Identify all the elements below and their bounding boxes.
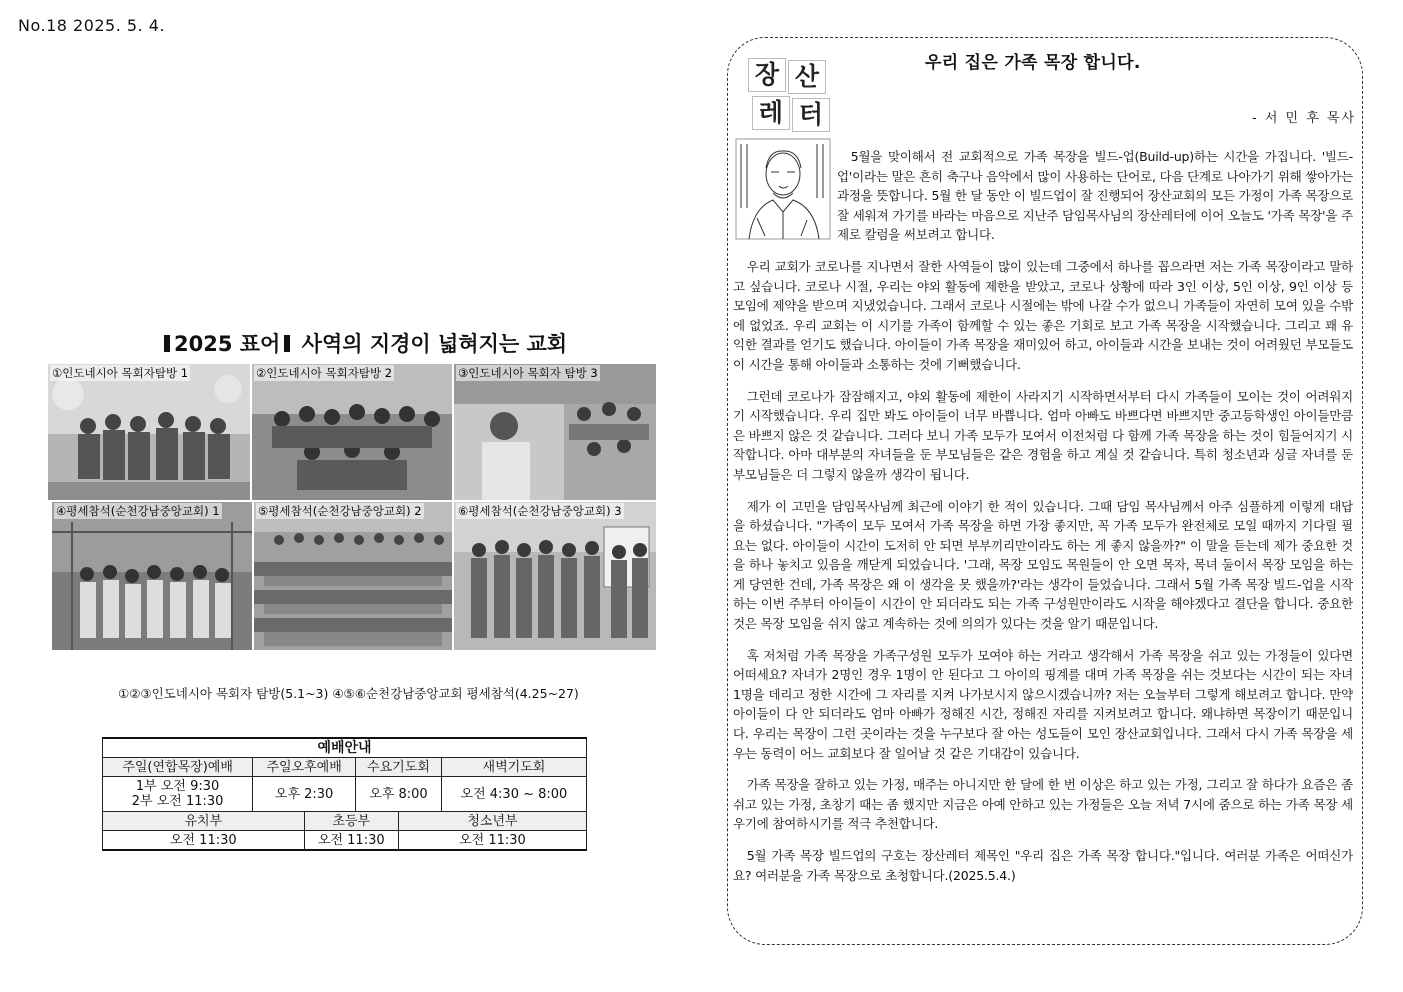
photo-grid bbox=[48, 364, 656, 650]
photo-1-image bbox=[48, 364, 250, 500]
section-title-text: 사역의 지경이 넓혀지는 교회 bbox=[301, 332, 568, 356]
photo-caption: ①②③인도네시아 목회자 탐방(5.1~3) ④⑤⑥순천강남중앙교회 평세참석(4.25~27) bbox=[118, 686, 579, 701]
photo-3-image bbox=[454, 364, 656, 500]
letter-body bbox=[733, 147, 1353, 897]
photo-5 bbox=[254, 502, 452, 650]
letter-title: 우리 집은 가족 목장 합니다. bbox=[925, 53, 1141, 73]
section-title bbox=[160, 328, 567, 358]
issue-number-date: No.18 2025. 5. 4. bbox=[18, 16, 166, 35]
department-time: 오전 11:30 bbox=[398, 831, 586, 851]
photo-5-caption: ⑤평세참석(순천강남중앙교회) 2 bbox=[258, 504, 422, 518]
service-time-line: 1부 오전 9:30 bbox=[135, 779, 220, 794]
service-time: 오전 4:30 ~ 8:00 bbox=[441, 777, 586, 812]
photo-1 bbox=[48, 364, 250, 500]
logo-char: 레 bbox=[752, 96, 790, 130]
department-name: 유치부 bbox=[103, 812, 305, 831]
service-name: 주일(연합목장)예배 bbox=[103, 758, 253, 777]
photo-6-caption: ⑥평세참석(순천강남중앙교회) 3 bbox=[458, 504, 622, 518]
photo-3-caption: ③인도네시아 목회자 탐방 3 bbox=[458, 366, 598, 380]
department-name: 초등부 bbox=[304, 812, 398, 831]
logo-char: 터 bbox=[792, 98, 830, 132]
photo-3 bbox=[454, 364, 656, 500]
service-name: 새벽기도회 bbox=[441, 758, 586, 777]
photo-1-caption: ①인도네시아 목회자탐방 1 bbox=[52, 366, 189, 380]
photo-2-image bbox=[252, 364, 452, 500]
photo-4 bbox=[52, 502, 252, 650]
title-bar-right bbox=[284, 335, 290, 352]
department-time: 오전 11:30 bbox=[103, 831, 305, 851]
photo-6-image bbox=[454, 502, 656, 650]
photo-4-image bbox=[52, 502, 252, 650]
letter-paragraph: 제가 이 고민을 담임목사님께 최근에 이야기 한 적이 있습니다. 그때 담임 목사님께서 아주 심플하게 이렇게 대답을 하셨습니다. "가족이 모두 모여서 가족 목장을 하면 가장 좋지만, 꼭 가족 모두가 완전체로 모일 때까지 기다릴 필요는 없다. 아이들이 시간이 도저히 안 되면 부부끼리만이라도 하는 게 좋지 않을까?" 이 말을 듣는데 제가 중요한 것을 하나 놓치고 있음을 깨닫게 되었습니다. '그래, 목장 모임도 목원들이 안 오면 목자, 목녀 둘이서 목장 모임을 하는 게 당연한 건데, 가족 목장은 왜 이 생각을 못 했을까?'라는 생각이 들었습니다. 그래서 5월 가족 목장 빌드-업을 시작하는 이번 주부터 아이들이 시간이 안 되더라도 되는 가족 구성원만이라도 시작을 해야겠다고 결단을 합니다. 중요한 것은 목장 모임을 쉬지 않고 계속하는 것에 의의가 있다는 것을 알기 때문입니다. bbox=[733, 498, 1353, 632]
service-time-line: 2부 오전 11:30 bbox=[131, 794, 224, 809]
worship-schedule-table bbox=[102, 737, 587, 851]
title-bar-left bbox=[164, 335, 170, 352]
service-name: 주일오후예배 bbox=[253, 758, 356, 777]
photo-6 bbox=[454, 502, 656, 650]
letter-paragraph: 그런데 코로나가 잠잠해지고, 야외 활동에 제한이 사라지기 시작하면서부터 다시 가족들이 모이는 것이 어려워지기 시작했습니다. 우리 집만 봐도 아이들이 너무 바쁩니다. 엄마 아빠도 바쁘다면 바쁘지만 중고등학생인 아이들만큼은 바쁘지 않은 것 같습니다. 그러다 보니 가족 모두가 모여서 이전처럼 다 함께 가족 목장을 하는 것이 힘들어지기 시작합니다. 아마 대부분의 자녀들을 둔 부모님들은 같은 경험을 하고 계실 것 같습니다. 특히 청소년과 싱글 자녀를 둔 부모님들은 더 그렇지 않을까 생각이 됩니다. bbox=[733, 388, 1353, 482]
letter-paragraph: 5월 가족 목장 빌드업의 구호는 장산레터 제목인 "우리 집은 가족 목장 합니다."입니다. 여러분 가족은 어떠신가요? 여러분을 가족 목장으로 초청합니다.(2025.5.4.) bbox=[733, 848, 1353, 883]
service-name: 수요기도회 bbox=[356, 758, 442, 777]
department-name: 청소년부 bbox=[398, 812, 586, 831]
letter-paragraph: 가족 목장을 잘하고 있는 가정, 매주는 아니지만 한 달에 한 번 이상은 하고 있는 가정, 그리고 잘 하다가 요즘은 좀 쉬고 있는 가정, 초창기 때는 좀 했지만 지금은 아예 안하고 있는 가정들은 오늘 저녁 7시에 줌으로 하는 가족 목장 세우기에 참여하시기를 적극 추천합니다. bbox=[733, 777, 1353, 832]
letter-paragraph: 우리 교회가 코로나를 지나면서 잘한 사역들이 많이 있는데 그중에서 하나를 꼽으라면 저는 가족 목장이라고 말하고 싶습니다. 코로나 시절, 우리는 야외 활동에 제한을 받았고, 코로나 상황에 따라 3인 이상, 5인 이상, 9인 이상 등 모임에 제약을 받으며 지냈었습니다. 그래서 코로나 시절에는 밖에 나갈 수가 없으니 가족들이 자연히 모여 있을 수밖에 없었죠. 우리 교회는 이 시기를 가족이 함께할 수 있는 좋은 기회로 보고 가족 목장을 시작했습니다. 그리고 꽤 유익한 결과를 얻기도 했습니다. 아이들이 가족 목장을 재미있어 하고, 아이들과 시간을 보내는 것이 어려웠던 부모들도 이 시간을 통해 아이들과 소통하는 것에 기뻐했습니다. bbox=[733, 258, 1353, 372]
service-time: 오후 8:00 bbox=[356, 777, 442, 812]
section-title-year: 2025 표어 bbox=[174, 332, 281, 356]
photo-5-image bbox=[254, 502, 452, 650]
portrait-space bbox=[733, 147, 837, 239]
service-time: 오후 2:30 bbox=[253, 777, 356, 812]
photo-2 bbox=[252, 364, 452, 500]
schedule-title: 예배안내 bbox=[103, 738, 587, 758]
letter-paragraph: 5월을 맞이해서 전 교회적으로 가족 목장을 빌드-업(Build-up)하는 시간을 가집니다. '빌드-업'이라는 말은 흔히 축구나 음악에서 많이 사용하는 단어로, 다음 단계로 나아가기 위해 쌓아가는 과정을 뜻합니다. 5월 한 달 동안 이 빌드업이 잘 진행되어 장산교회의 모든 가정이 가족 목장으로 잘 세워져 가기를 바라는 마음으로 지난주 담임목사님의 장산레터에 이어 오늘도 '가족 목장'을 주제로 칼럼을 써보려고 합니다. bbox=[837, 149, 1353, 243]
logo-char: 산 bbox=[788, 60, 826, 94]
logo-char: 장 bbox=[748, 58, 786, 92]
photo-4-caption: ④평세참석(순천강남중앙교회) 1 bbox=[56, 504, 220, 518]
photo-2-caption: ②인도네시아 목회자탐방 2 bbox=[256, 366, 393, 380]
letter-author: - 서 민 후 목사 bbox=[1252, 111, 1357, 126]
letter-paragraph: 혹 저처럼 가족 목장을 가족구성원 모두가 모여야 하는 거라고 생각해서 가족 목장을 쉬고 있는 가정들이 있다면 어떠세요? 자녀가 2명인 경우 1명이 안 된다고 그 아이의 핑계를 대며 가족 목장을 쉬는 것보다는 시간이 되는 자녀 1명을 데리고 정한 시간에 그 자리를 지켜 나가보시지 않으시겠습니까? 저는 오늘부터 그렇게 해보려고 합니다. 만약 아이들이 다 안 되더라도 엄마 아빠가 정해진 시간, 정해진 자리를 지켜보려고 합니다. 왜냐하면 목장이기 때문입니다. 우리는 목장이 그런 곳이라는 것을 누구보다 잘 아는 성도들이 모인 장산교회입니다. 그래서 다시 가족 목장을 세우는 동력이 어느 교회보다 잘 일어날 것 같은 기대감이 있습니다. bbox=[733, 647, 1353, 761]
service-time bbox=[103, 777, 253, 812]
department-time: 오전 11:30 bbox=[304, 831, 398, 851]
jangsan-letter-logo bbox=[748, 58, 832, 132]
